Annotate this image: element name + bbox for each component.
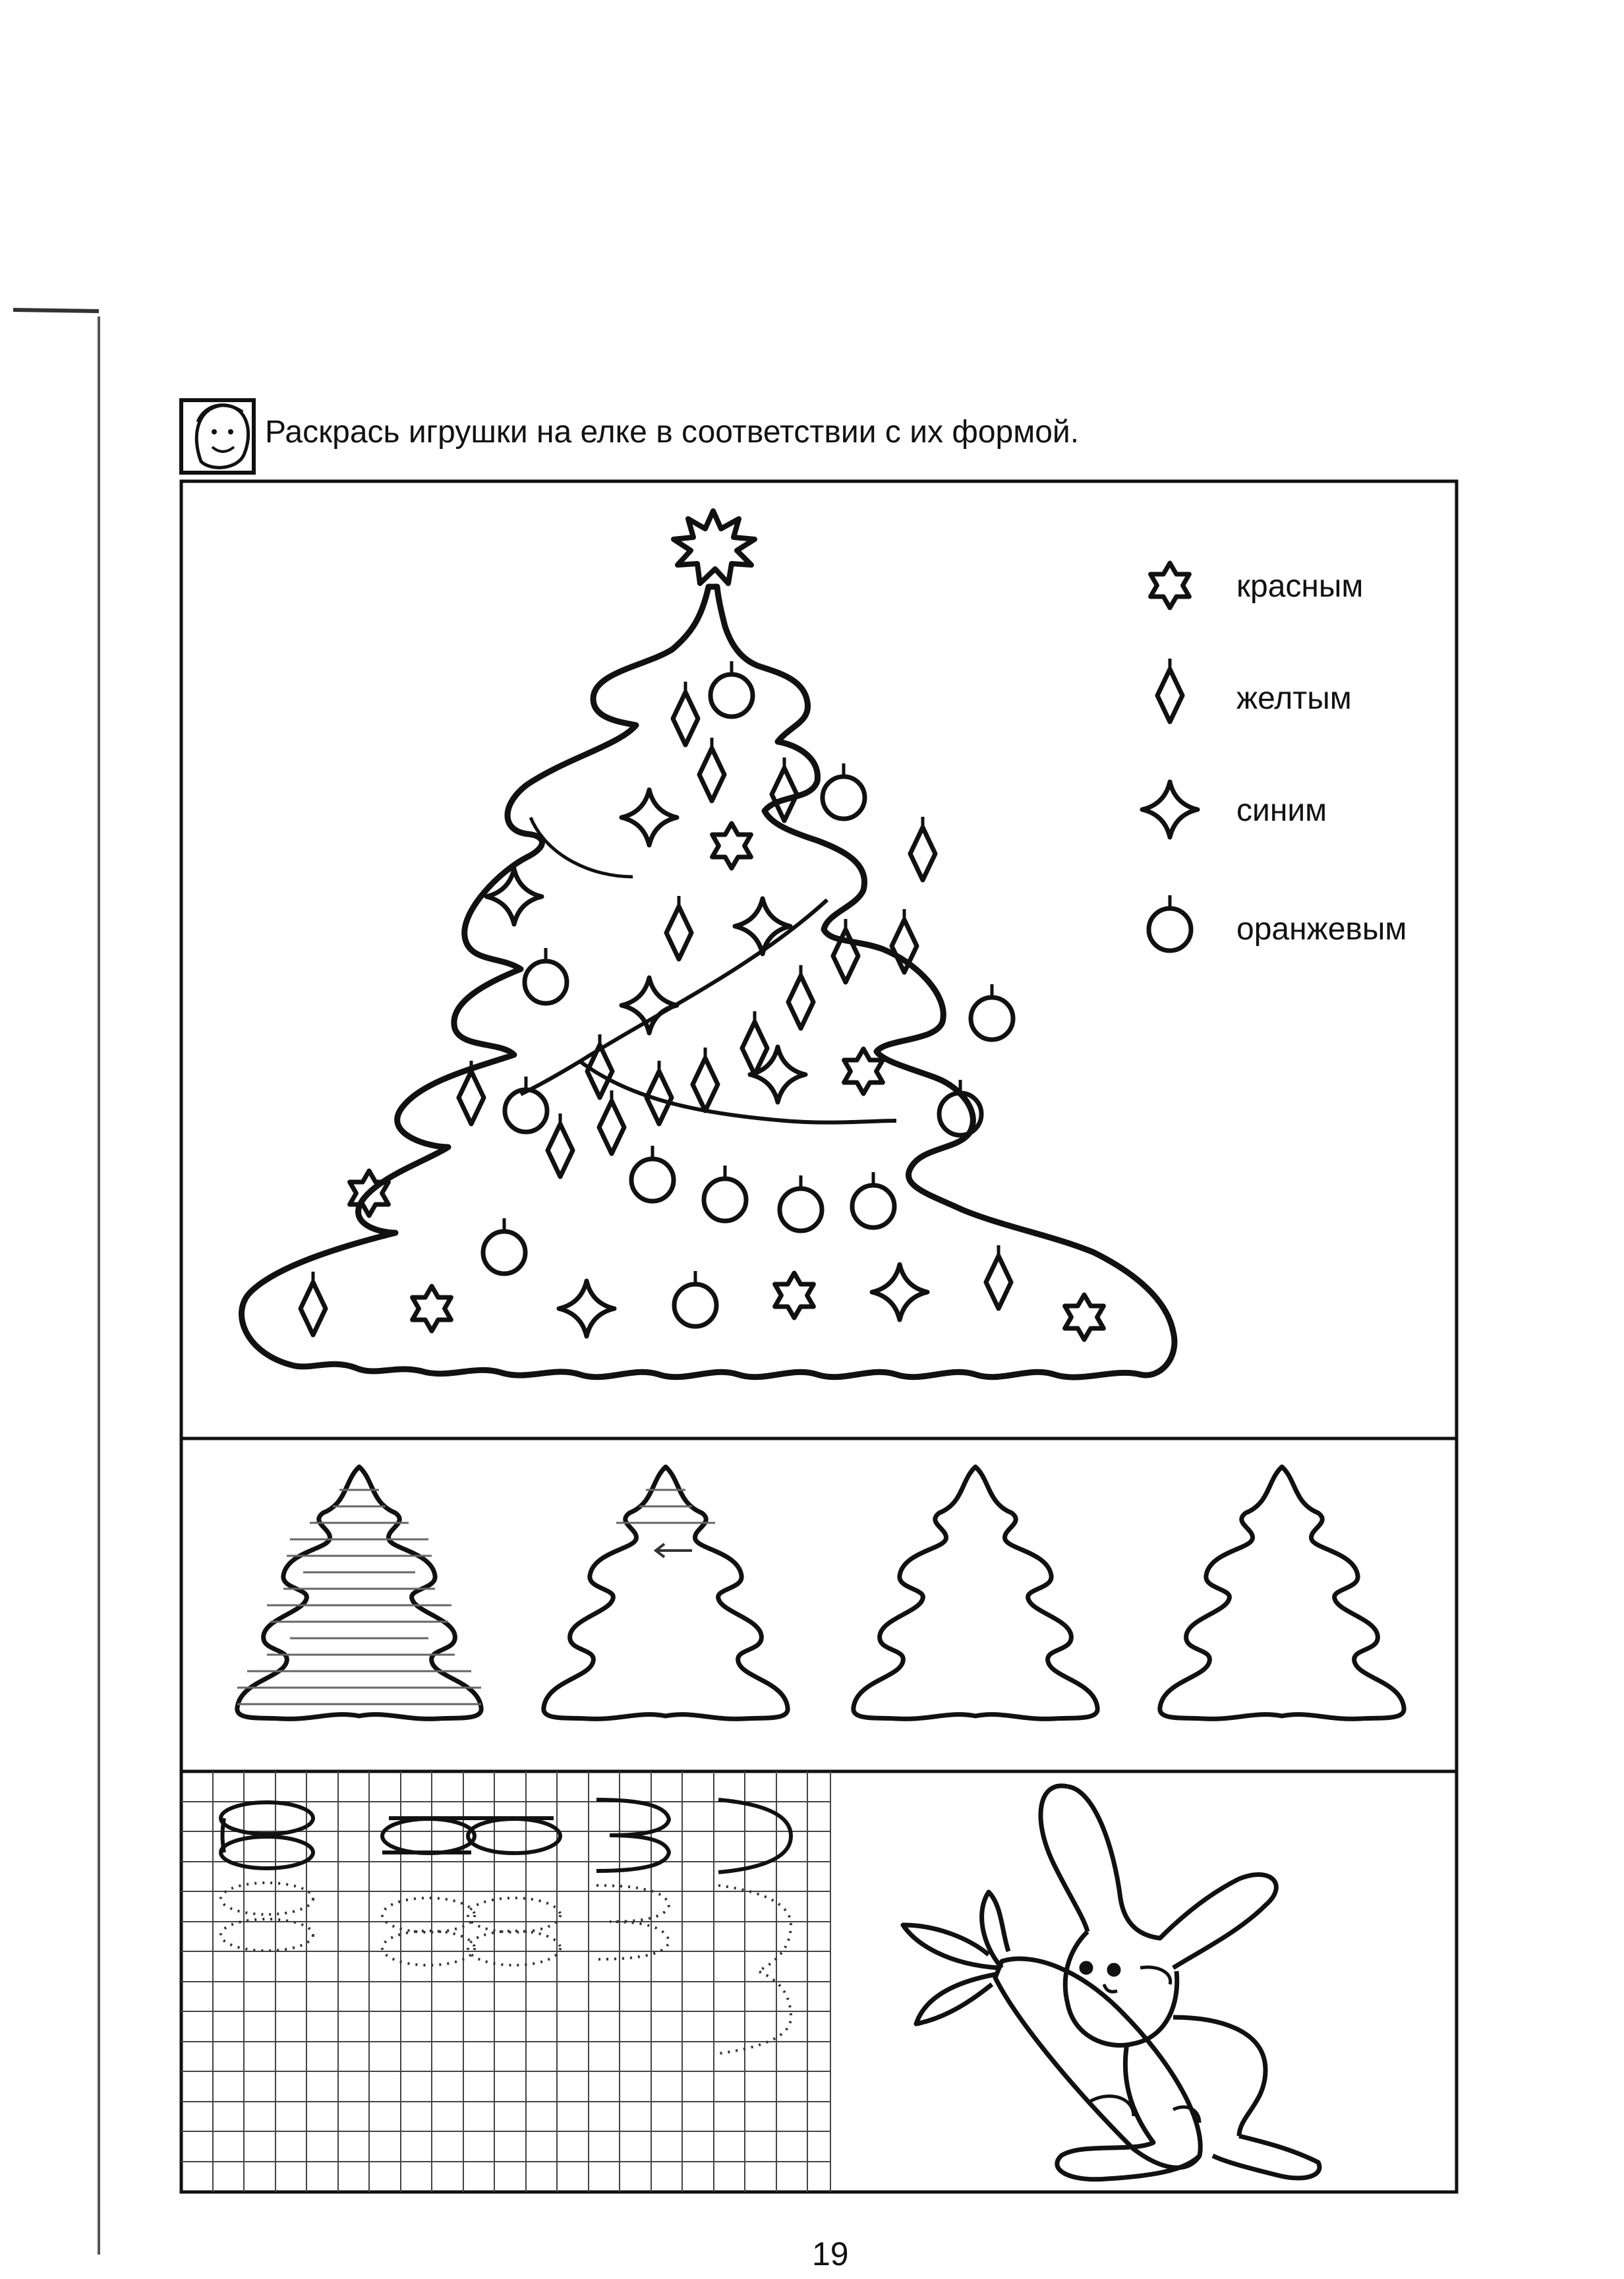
legend-diamond-icon <box>1157 659 1182 722</box>
legend-label-blue: синим <box>1236 793 1327 828</box>
tree-top-star[interactable] <box>674 511 755 583</box>
small-tree-2[interactable] <box>544 1467 788 1719</box>
ornaments-diamonds[interactable] <box>301 682 1011 1335</box>
small-tree-3[interactable] <box>854 1467 1097 1719</box>
small-tree-1[interactable] <box>237 1467 481 1719</box>
christmas-tree[interactable] <box>242 587 1174 1377</box>
big-tree-panel <box>181 481 1457 1438</box>
rabbit-with-carrot-illustration[interactable] <box>903 1786 1320 2179</box>
legend-label-yellow: желтым <box>1236 681 1352 716</box>
ornaments-six-point-stars[interactable] <box>350 823 1104 1340</box>
legend-ball-icon <box>1149 895 1191 951</box>
legend-six-point-star-icon <box>1151 563 1190 608</box>
child-face-icon <box>181 400 254 473</box>
ornaments-balls[interactable] <box>483 661 1013 1326</box>
instruction-text: Раскрась игрушки на елке в соответствии с их формой. <box>265 415 1080 450</box>
legend-label-red: красным <box>1236 569 1364 604</box>
legend-four-point-star-icon <box>1142 782 1198 837</box>
small-tree-4[interactable] <box>1160 1467 1404 1719</box>
page-number: 19 <box>812 2235 849 2272</box>
legend-label-orange: оранжевым <box>1236 912 1407 947</box>
